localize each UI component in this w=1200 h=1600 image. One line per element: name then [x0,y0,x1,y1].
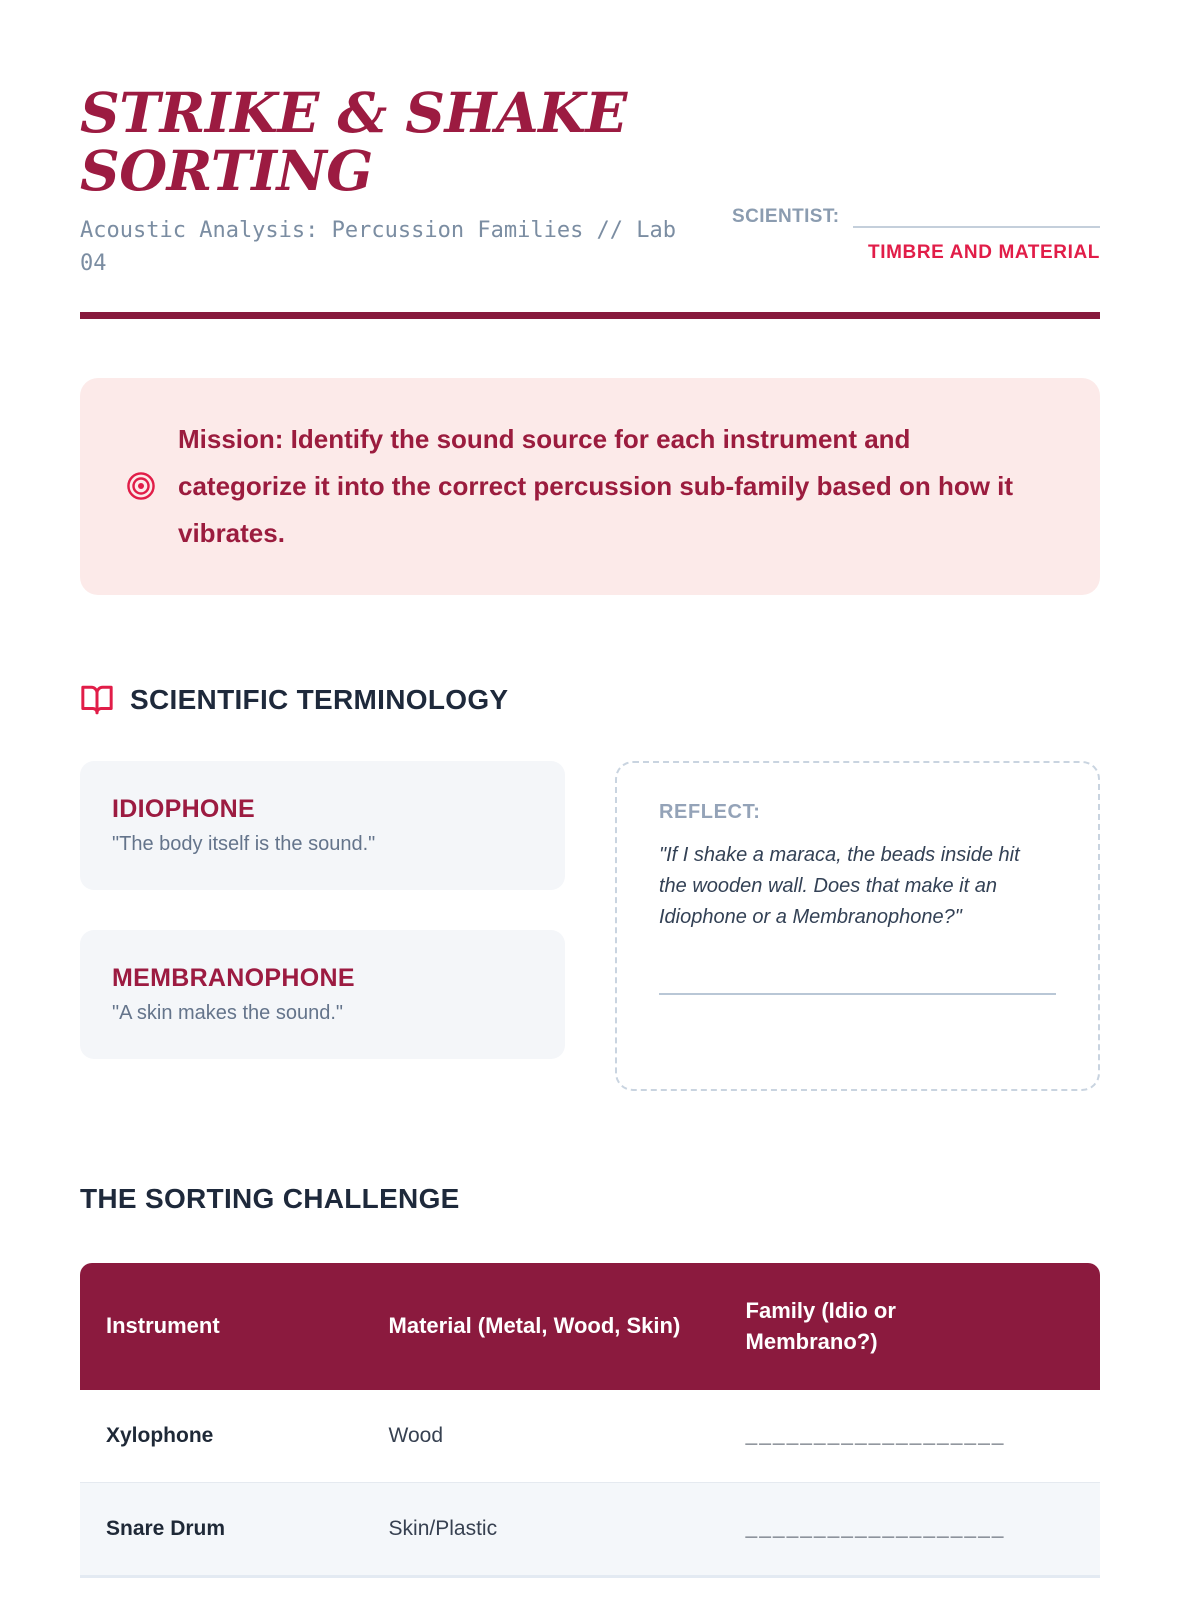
term-card-membranophone [80,930,565,1059]
column-header-family: Family (Idio or Membrano?) [720,1263,1100,1391]
page-title-line2: SORTING [80,137,373,203]
page-title [80,80,1100,203]
term-title: IDIOPHONE [112,794,255,823]
reflect-box [615,761,1100,1091]
term-definition: "A skin makes the sound." [112,1001,343,1024]
table-row [80,1482,1100,1578]
cell-instrument: Snare Drum [80,1482,363,1578]
terminology-heading-label: SCIENTIFIC TERMINOLOGY [130,683,509,715]
column-header-instrument: Instrument [80,1263,363,1391]
sorting-table [80,1263,1100,1579]
mission-callout [80,378,1100,595]
reflect-label: REFLECT: [659,800,761,823]
sorting-table-header [80,1263,1100,1391]
scientist-label: SCIENTIST: [732,206,840,227]
page-subtitle: Acoustic Analysis: Percussion Families // Lab 04 [80,217,677,276]
header [80,80,1100,280]
column-header-material: Material (Metal, Wood, Skin) [363,1263,720,1391]
worksheet-page [80,0,1100,1578]
open-book-icon [80,683,114,717]
scientist-block [732,206,1100,264]
tagline: TIMBRE AND MATERIAL [868,242,1100,263]
term-card-idiophone [80,761,565,890]
reflect-question: "If I shake a maraca, the beads inside hit the wooden wall. Does that make it an Idiophone or a Membranophone?" [659,843,1020,928]
header-rule [80,312,1100,319]
cell-material: Skin/Plastic [363,1482,720,1578]
terminology-grid [80,761,1100,1091]
cell-material: Wood [388,1424,444,1448]
page-title-line1: STRIKE & SHAKE [80,80,627,145]
terminology-heading [80,683,1100,717]
reflect-answer-field[interactable] [659,993,1056,995]
challenge-heading: THE SORTING CHALLENGE [80,1182,460,1214]
bullseye-icon [126,471,156,501]
cell-family-blank-field[interactable]: ___________________ [745,1424,1006,1448]
table-row [80,1390,1100,1482]
mission-text: Mission: Identify the sound source for each instrument and categorize it into the correct percussion sub-family based on how it vibrates. [178,423,1014,548]
term-cards-column [80,761,565,1059]
term-title: MEMBRANOPHONE [112,963,355,992]
cell-family-blank-field[interactable]: ___________________ [720,1482,1100,1578]
cell-instrument: Xylophone [106,1424,214,1448]
scientist-name-field[interactable] [853,206,1100,228]
term-definition: "The body itself is the sound." [112,832,376,855]
